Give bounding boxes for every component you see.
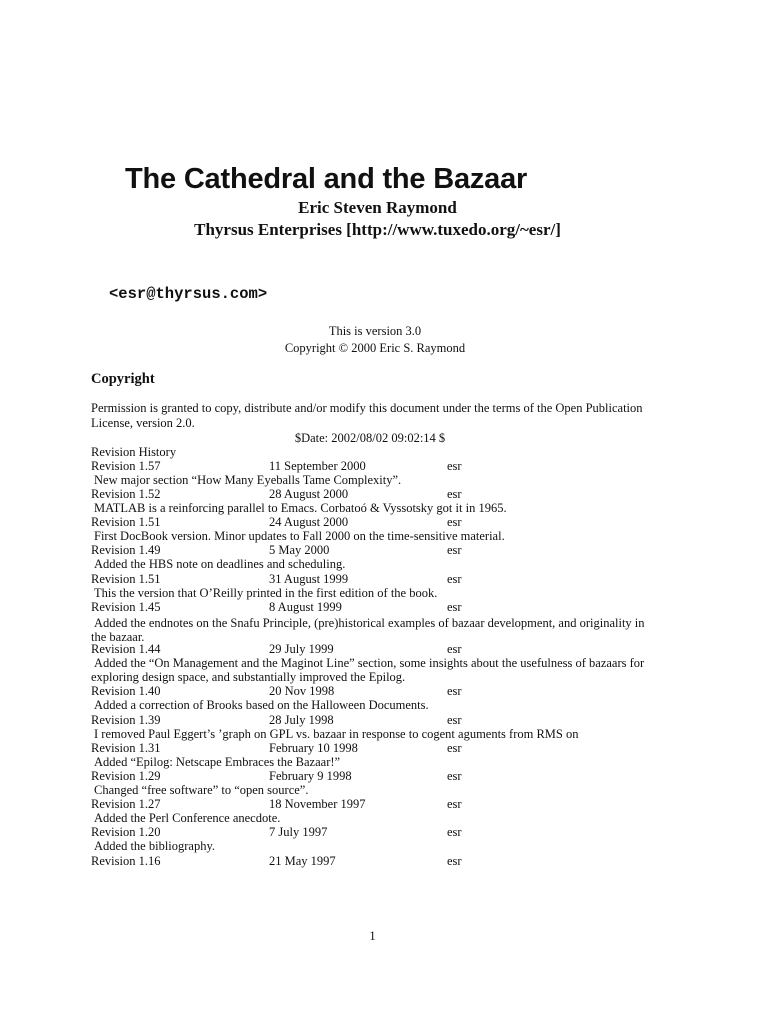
- revision-date: 29 July 1999: [269, 642, 334, 656]
- revision-date: 24 August 2000: [269, 515, 349, 529]
- revision-number: Revision 1.40: [91, 684, 161, 698]
- revision-row: [91, 825, 691, 839]
- revision-date: 31 August 1999: [269, 572, 349, 586]
- revision-date: 8 August 1999: [269, 600, 342, 614]
- revision-row: [91, 713, 691, 727]
- revision-row: [91, 741, 691, 755]
- revision-number: Revision 1.39: [91, 713, 161, 727]
- revision-remark: MATLAB is a reinforcing parallel to Emacs. Corbatoó & Vyssotsky got it in 1965.: [94, 501, 507, 515]
- revision-author: esr: [447, 713, 462, 727]
- revision-history-label: Revision History: [91, 445, 177, 459]
- revision-number: Revision 1.51: [91, 515, 161, 529]
- revision-row: [91, 854, 691, 868]
- revision-row: [91, 459, 691, 473]
- revision-number: Revision 1.49: [91, 543, 161, 557]
- revision-remark: Added the endnotes on the Snafu Principle, (pre)historical examples of bazaar development, and originality in the bazaar.: [91, 616, 645, 644]
- revision-date: February 9 1998: [269, 769, 352, 783]
- revision-number: Revision 1.51: [91, 572, 161, 586]
- revision-number: Revision 1.20: [91, 825, 161, 839]
- revision-number: Revision 1.44: [91, 642, 161, 656]
- revision-number: Revision 1.27: [91, 797, 161, 811]
- revision-row: [91, 572, 691, 586]
- revision-date: 11 September 2000: [269, 459, 366, 473]
- date-stamp: $Date: 2002/08/02 09:02:14 $: [294, 431, 446, 445]
- revision-number: Revision 1.52: [91, 487, 161, 501]
- revision-number: Revision 1.31: [91, 741, 161, 755]
- author-name: Eric Steven Raymond: [298, 198, 457, 217]
- revision-number: Revision 1.29: [91, 769, 161, 783]
- revision-remark: Added a correction of Brooks based on the Halloween Documents.: [94, 698, 429, 712]
- revision-author: esr: [447, 854, 462, 868]
- revision-remark: First DocBook version. Minor updates to Fall 2000 on the time-sensitive material.: [94, 529, 505, 543]
- revision-date: 20 Nov 1998: [269, 684, 335, 698]
- revision-remark: Added the HBS note on deadlines and scheduling.: [94, 557, 346, 571]
- revision-author: esr: [447, 515, 462, 529]
- revision-author: esr: [447, 797, 462, 811]
- permission-paragraph: Permission is granted to copy, distribute and/or modify this document under the terms of the Open Publication License, version 2.0.: [91, 401, 643, 430]
- revision-row: [91, 684, 691, 698]
- revision-author: esr: [447, 741, 462, 755]
- revision-remark: Added the Perl Conference anecdote.: [94, 811, 281, 825]
- revision-author: esr: [447, 459, 462, 473]
- revision-author: esr: [447, 769, 462, 783]
- revision-remark: New major section “How Many Eyeballs Tame Complexity”.: [94, 473, 402, 487]
- author-affiliation: Thyrsus Enterprises [http://www.tuxedo.org/~esr/]: [194, 220, 561, 239]
- revision-remark: This the version that O’Reilly printed in the first edition of the book.: [94, 586, 438, 600]
- author-email: <esr@thyrsus.com>: [109, 285, 268, 303]
- revision-row: [91, 600, 691, 614]
- revision-number: Revision 1.45: [91, 600, 161, 614]
- revision-date: 18 November 1997: [269, 797, 366, 811]
- revision-date: February 10 1998: [269, 741, 358, 755]
- revision-author: esr: [447, 825, 462, 839]
- revision-author: esr: [447, 642, 462, 656]
- revision-row: [91, 797, 691, 811]
- revision-row: [91, 487, 691, 501]
- revision-row: [91, 543, 691, 557]
- revision-remark: Added the bibliography.: [94, 839, 216, 853]
- revision-remark: Changed “free software” to “open source”.: [94, 783, 309, 797]
- document-title: The Cathedral and the Bazaar: [125, 163, 528, 195]
- revision-author: esr: [447, 572, 462, 586]
- revision-date: 28 July 1998: [269, 713, 334, 727]
- revision-author: esr: [447, 543, 462, 557]
- copyright-line: Copyright © 2000 Eric S. Raymond: [284, 341, 466, 355]
- revision-number: Revision 1.57: [91, 459, 161, 473]
- revision-date: 7 July 1997: [269, 825, 328, 839]
- revision-date: 5 May 2000: [269, 543, 330, 557]
- revision-remark: I removed Paul Eggert’s ’graph on GPL vs. bazaar in response to cogent aguments from RMS on: [94, 727, 579, 741]
- page-number: 1: [369, 929, 376, 943]
- revision-author: esr: [447, 684, 462, 698]
- revision-row: [91, 769, 691, 783]
- revision-row: [91, 515, 691, 529]
- copyright-heading: Copyright: [91, 371, 155, 387]
- revision-date: 21 May 1997: [269, 854, 336, 868]
- revision-row: [91, 642, 691, 656]
- revision-remark: Added the “On Management and the Maginot Line” section, some insights about the usefulness of bazaars for exploring design space, and substantially improved the Epilog.: [91, 656, 645, 684]
- revision-date: 28 August 2000: [269, 487, 349, 501]
- revision-number: Revision 1.16: [91, 854, 161, 868]
- revision-remark: Added “Epilog: Netscape Embraces the Bazaar!”: [94, 755, 341, 769]
- revision-author: esr: [447, 600, 462, 614]
- revision-author: esr: [447, 487, 462, 501]
- version-line: This is version 3.0: [328, 324, 422, 338]
